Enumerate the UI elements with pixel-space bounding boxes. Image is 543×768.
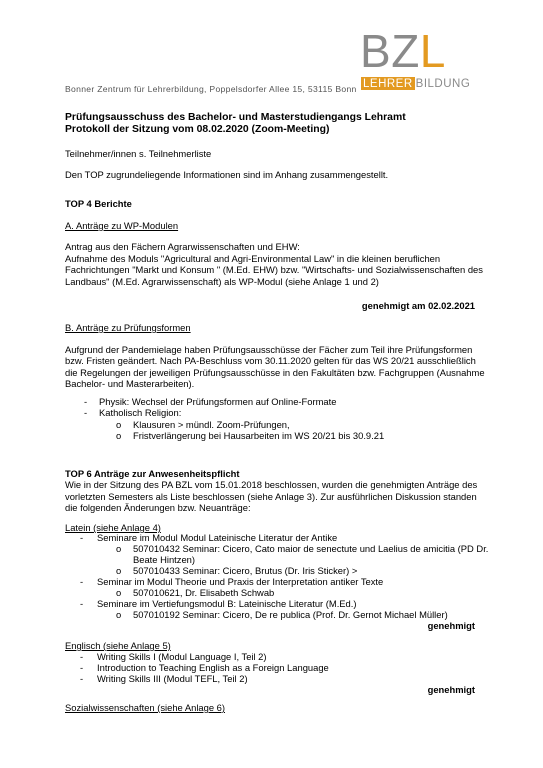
list-dash: - — [80, 662, 84, 673]
top4-b-heading: B. Anträge zu Prüfungsformen — [65, 322, 191, 333]
latein-subitem: 507010432 Seminar: Cicero, Cato maior de senectute und Laelius de amicitia (PD Dr. — [133, 543, 489, 554]
top4-a-line: Fachrichtungen "Markt und Konsum " (M.Ed. EHW) bzw. "Wirtschafts- und Sozialwissenschaften des — [65, 264, 483, 275]
bzl-logo-letters — [360, 25, 446, 77]
latein-heading: Latein (siehe Anlage 4) — [65, 522, 161, 533]
top4-b-line: Bachelor- und Masterarbeiten). — [65, 378, 195, 389]
englisch-item: Introduction to Teaching English as a Foreign Language — [97, 662, 329, 673]
list-dash: - — [80, 532, 84, 543]
list-dash: - — [80, 673, 84, 684]
top4-a-line: Landbaus" (M.Ed. Agrarwissenschaft) als WP-Modul (siehe Anlage 1 und 2) — [65, 276, 379, 287]
englisch-item: Writing Skills III (Modul TEFL, Teil 2) — [97, 673, 248, 684]
participants-note: Teilnehmer/innen s. Teilnehmerliste — [65, 148, 212, 159]
top4-b-line: bzw. Fristen geändert. Nach PA-Beschluss vom 30.11.2020 gelten für das WS 20/21 ausschließlich — [65, 355, 476, 366]
list-dash: - — [84, 396, 88, 407]
latein-subitem: 507010621, Dr. Elisabeth Schwab — [133, 587, 275, 598]
info-note: Den TOP zugrundeliegende Informationen sind im Anhang zusammengestellt. — [65, 169, 389, 180]
logo-letter-b: B — [360, 25, 392, 77]
englisch-heading: Englisch (siehe Anlage 5) — [65, 640, 171, 651]
list-circle: o — [116, 565, 122, 576]
top6-intro-line: vorletzten Semesters als Liste beschlossen (siehe Anlage 3). Zur ausführlichen Diskussion standen — [65, 491, 477, 502]
bzl-logo-wordmark — [361, 74, 470, 92]
sender-address: Bonner Zentrum für Lehrerbildung, Poppelsdorfer Allee 15, 53115 Bonn — [65, 84, 357, 94]
top4-b-item: Katholisch Religion: — [99, 407, 182, 418]
top4-a-result: genehmigt am 02.02.2021 — [361, 300, 475, 311]
latein-item: Seminare im Vertiefungsmodul B: Lateinische Literatur (M.Ed.) — [97, 598, 357, 609]
list-dash: - — [84, 407, 88, 418]
list-dash: - — [80, 598, 84, 609]
list-circle: o — [116, 419, 122, 430]
top4-a-line: Aufnahme des Moduls "Agricultural and Agri-Environmental Law" in die kleinen beruflichen — [65, 253, 441, 264]
sowi-heading: Sozialwissenschaften (siehe Anlage 6) — [65, 702, 225, 713]
list-dash: - — [80, 651, 84, 662]
document-title-line1: Prüfungsausschuss des Bachelor- und Masterstudiengangs Lehramt — [65, 112, 406, 123]
logo-lehrer: LEHRER — [363, 78, 413, 90]
logo-letter-z: Z — [391, 25, 420, 77]
top4-b-subitem: Klausuren > mündl. Zoom-Prüfungen, — [133, 419, 290, 430]
logo-letter-l: L — [419, 25, 446, 77]
top6-intro-line: die folgenden Änderungen bzw. Neuanträge: — [65, 502, 251, 513]
englisch-result: genehmigt — [427, 684, 475, 695]
top4-a-heading: A. Anträge zu WP-Modulen — [65, 220, 179, 231]
latein-result: genehmigt — [427, 620, 475, 631]
englisch-item: Writing Skills I (Modul Language I, Teil 2) — [97, 651, 267, 662]
list-circle: o — [116, 609, 122, 620]
top4-b-line: Aufgrund der Pandemielage haben Prüfungsausschüsse der Fächer zum Teil ihre Prüfungsformen — [65, 344, 473, 355]
top6-heading: TOP 6 Anträge zur Anwesenheitspflicht — [65, 468, 240, 479]
top4-heading: TOP 4 Berichte — [65, 198, 132, 209]
list-circle: o — [116, 430, 122, 441]
latein-subitem: 507010192 Seminar: Cicero, De re publica (Prof. Dr. Gernot Michael Müller) — [133, 609, 448, 620]
logo-bildung: BILDUNG — [415, 78, 471, 90]
top4-b-subitem: Fristverlängerung bei Hausarbeiten im WS 20/21 bis 30.9.21 — [133, 430, 385, 441]
latein-item: Seminare im Modul Modul Lateinische Literatur der Antike — [97, 532, 338, 543]
top6-intro-line: Wie in der Sitzung des PA BZL vom 15.01.2018 beschlossen, wurden die genehmigten Anträge des — [65, 479, 478, 490]
top4-b-line: die Regelungen der jeweiligen Prüfungsausschüsse in den Fakultäten bzw. Fachgruppen (Ausnahme — [65, 367, 485, 378]
latein-item: Seminar im Modul Theorie und Praxis der Interpretation antiker Texte — [97, 576, 384, 587]
document-title-line2: Protokoll der Sitzung vom 08.02.2020 (Zoom-Meeting) — [65, 124, 330, 135]
top4-a-line: Antrag aus den Fächern Agrarwissenschaften und EHW: — [65, 241, 300, 252]
list-circle: o — [116, 587, 122, 598]
top4-b-item: Physik: Wechsel der Prüfungsformen auf Online-Formate — [99, 396, 337, 407]
list-dash: - — [80, 576, 84, 587]
list-circle: o — [116, 543, 122, 554]
latein-subitem: 507010433 Seminar: Cicero, Brutus (Dr. Iris Sticker) > — [133, 565, 358, 576]
latein-subitem-continued: Beate Hintzen) — [133, 554, 196, 565]
